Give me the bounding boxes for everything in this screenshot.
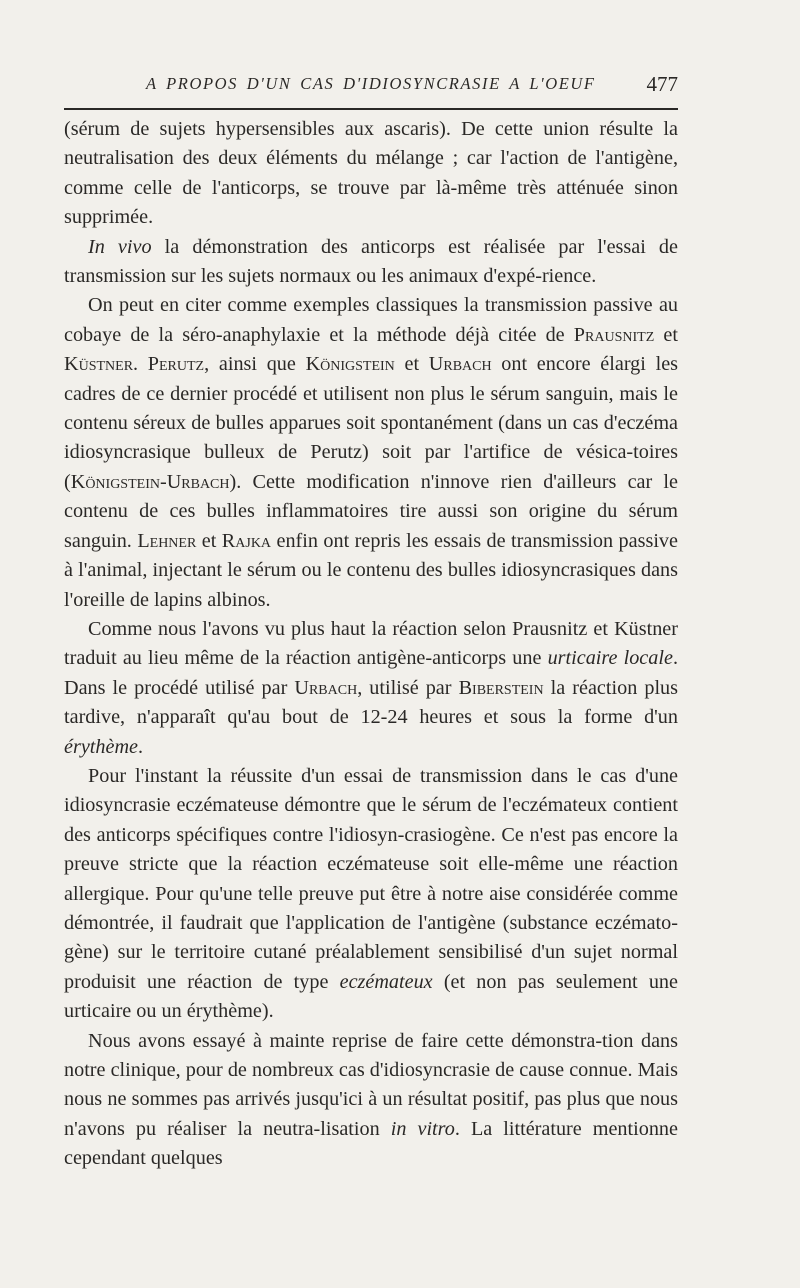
- text-run: Pour l'instant la réussite d'un essai de transmission dans le cas d'une idiosyncrasie eczémateuse démontre que le sérum de l'eczémateux contient des anticorps spécifiques contre l'idiosyn-crasiogène. Ce n'est pas encore la preuve stricte que la réaction eczémateuse soit elle-même une réaction allergique. Pour qu'une telle preuve put être à notre aise considérée comme démontrée, il faudrait que l'application de l'antigène (substance eczémato-gène) sur le territoire cutané préalablement sensibilisé d'un sujet normal produisit une réaction de type: [64, 764, 678, 993]
- author-name: Königstein: [305, 353, 395, 376]
- author-name: Perutz: [147, 353, 205, 376]
- italic-text: eczémateux: [339, 970, 433, 993]
- text-run: la démonstration des anticorps est réalisée par l'essai de transmission sur les sujets normaux ou les animaux d'expé-rience.: [64, 235, 678, 288]
- author-name: Küstner: [64, 353, 134, 376]
- paragraph: [64, 762, 678, 1027]
- text-run: Comme nous l'avons vu plus haut la réaction selon Prausnitz et Küstner traduit au lieu même de la réaction antigène-anticorps une: [64, 617, 678, 670]
- text-run: .: [133, 353, 148, 376]
- page-header: [64, 70, 678, 106]
- italic-text: In vivo: [88, 235, 152, 258]
- text-run: , ainsi que: [204, 353, 306, 376]
- author-name: Biberstein: [458, 676, 544, 699]
- author-name: Prausnitz: [573, 323, 655, 346]
- text-run: la réaction plus tardive, n'apparaît qu'au bout de 12-24 heures et sous la forme d'un: [64, 676, 679, 729]
- text-run: .: [137, 735, 144, 758]
- text-run: (sérum de sujets hypersensibles aux ascaris). De cette union résulte la neutralisation des deux éléments du mélange ; car l'action de l'antigène, comme celle de l'anticorps, se trouve par là-même très atténuée sinon supprimée.: [64, 118, 678, 229]
- paragraph: [64, 233, 678, 292]
- author-name: Rajka: [221, 529, 272, 552]
- paragraph: [64, 1027, 678, 1174]
- paragraph: [64, 615, 678, 762]
- text-run: et: [654, 323, 678, 346]
- italic-text: in vitro: [390, 1117, 455, 1140]
- italic-text: urticaire locale: [547, 647, 673, 670]
- text-run: ont encore élargi les cadres de ce dernier procédé et utilisent non plus le sérum sanguin, mais le contenu séreux de bulles apparues soit spontanément (dans un cas d'eczéma idiosyncrasique bulleux de Perutz) soit par l'artifice de vésica-toires (: [64, 353, 679, 493]
- text-run: . Dans le procédé utilisé par: [64, 647, 678, 699]
- author-name: Urbach: [294, 676, 358, 699]
- running-head: A PROPOS D'UN CAS D'IDIOSYNCRASIE A L'OEUF: [146, 74, 596, 93]
- paragraph: [64, 115, 678, 233]
- page-number: 477: [646, 72, 678, 96]
- author-name: Königstein-Urbach: [70, 470, 230, 493]
- text-run: enfin ont repris les essais de transmission passive à l'animal, injectant le sérum ou le contenu des bulles idiosyncrasiques dans l'oreille de lapins albinos.: [64, 529, 678, 611]
- text-run: . La littérature mentionne cependant quelques: [64, 1117, 678, 1170]
- body-text: [64, 115, 678, 1174]
- text-run: , utilisé par: [357, 676, 459, 699]
- text-run: Nous avons essayé à mainte reprise de faire cette démonstra-tion dans notre clinique, pour de nombreux cas d'idiosyncrasie de cause connue. Mais nous ne sommes pas arrivés jusqu'ici à un résultat positif, pas plus que nous n'avons pu réaliser la neutra-lisation: [64, 1029, 678, 1140]
- author-name: Lehner: [137, 529, 197, 552]
- text-run: ). Cette modification n'innove rien d'ailleurs car le contenu de ces bulles inflammatoires tire aussi son origine du sérum sanguin.: [64, 470, 678, 552]
- author-name: Urbach: [428, 353, 492, 376]
- paragraph: [64, 291, 678, 614]
- text-run: (et non pas seulement une urticaire ou un érythème).: [64, 970, 678, 1023]
- text-run: et: [196, 529, 222, 552]
- header-rule: [64, 108, 678, 110]
- text-run: et: [394, 353, 429, 376]
- italic-text: érythème: [64, 735, 138, 758]
- text-run: On peut en citer comme exemples classiques la transmission passive au cobaye de la séro-anaphylaxie et la méthode déjà citée de: [64, 294, 678, 346]
